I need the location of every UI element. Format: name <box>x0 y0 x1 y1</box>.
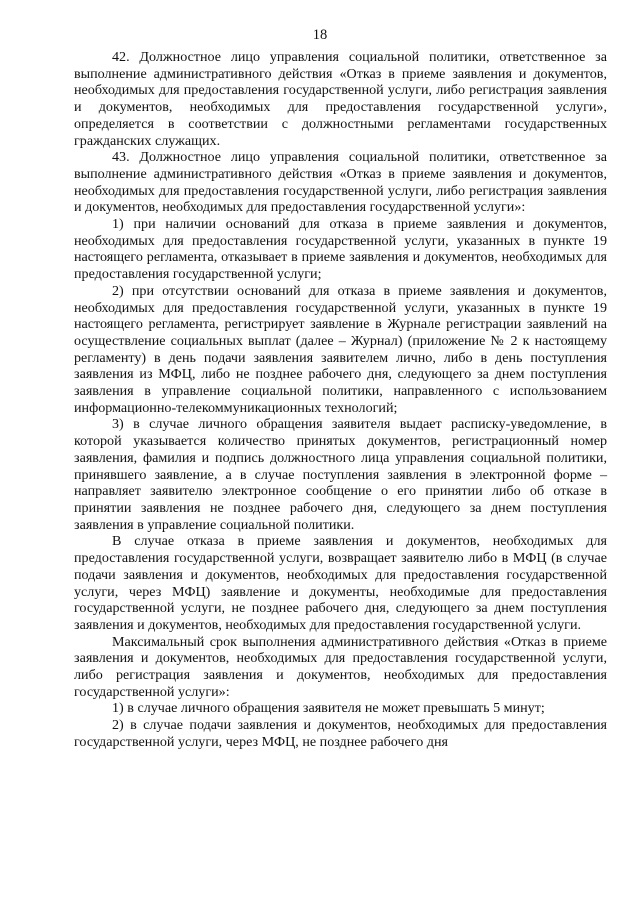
paragraph-max-duration: Максимальный срок выполнения административного действия «Отказ в приеме заявления и документов, необходимых для предоставления государственной услуги, либо регистрация заявления и документов, необходимых для предоставления государственной услуги»: <box>74 633 607 700</box>
paragraph-43: 43. Должностное лицо управления социальной политики, ответственное за выполнение административного действия «Отказ в приеме заявления и документов, необходимых для предоставления государственной услуги, либо регистрация заявления и документов, необходимых для предоставления государственной услуги»: <box>74 149 607 216</box>
paragraph-duration-item-1: 1) в случае личного обращения заявителя не может превышать 5 минут; <box>112 700 545 717</box>
paragraph-refusal-case: В случае отказа в приеме заявления и документов, необходимых для предоставления государственной услуги, возвращает заявителю либо в МФЦ (в случае подачи заявления и документов, необходимых для предоставления государственной услуги, через МФЦ) заявление и документы, необходимые для предоставления государственной услуги, не позднее рабочего дня, следующего за днем поступления заявления и документов, необходимых для предоставления государственной услуги. <box>74 533 607 633</box>
paragraph-43-item-2: 2) при отсутствии оснований для отказа в приеме заявления и документов, необходимых для предоставления государственной услуги, указанных в пункте 19 настоящего регламента, регистрирует заявление в Журнале регистрации заявлений на осуществление социальных выплат (далее – Журнал) (приложение № 2 к настоящему регламенту) в день подачи заявления заявителем лично, либо в день поступления заявления из МФЦ, либо не позднее рабочего дня, следующего за днем поступления заявления в управление социальной политики, направленного с использованием информационно-телекоммуникационных технологий; <box>74 282 607 416</box>
paragraph-42: 42. Должностное лицо управления социальной политики, ответственное за выполнение административного действия «Отказ в приеме заявления и документов, необходимых для предоставления государственной услуги, либо регистрация заявления и документов, необходимых для предоставления государственной услуги», определяется в соответствии с должностными регламентами государственных гражданских служащих. <box>74 49 607 149</box>
paragraph-43-item-3: 3) в случае личного обращения заявителя выдает расписку-уведомление, в которой указывается количество принятых документов, регистрационный номер заявления, фамилия и подпись должностного лица управления социальной политики, принявшего заявление, а в случае поступления заявления в электронной форме – направляет заявителю электронное сообщение о его принятии либо об отказе в принятии заявления не позднее рабочего дня, следующего за днем поступления заявления в управление социальной политики. <box>74 416 607 533</box>
paragraph-43-item-1: 1) при наличии оснований для отказа в приеме заявления и документов, необходимых для предоставления государственной услуги, указанных в пункте 19 настоящего регламента, отказывает в приеме заявления и документов, необходимых для предоставления государственной услуги; <box>74 216 607 283</box>
document-body <box>74 49 607 751</box>
page-number: 18 <box>312 27 328 43</box>
paragraph-duration-item-2: 2) в случае подачи заявления и документов, необходимых для предоставления государственной услуги, через МФЦ, не позднее рабочего дня <box>74 717 607 750</box>
